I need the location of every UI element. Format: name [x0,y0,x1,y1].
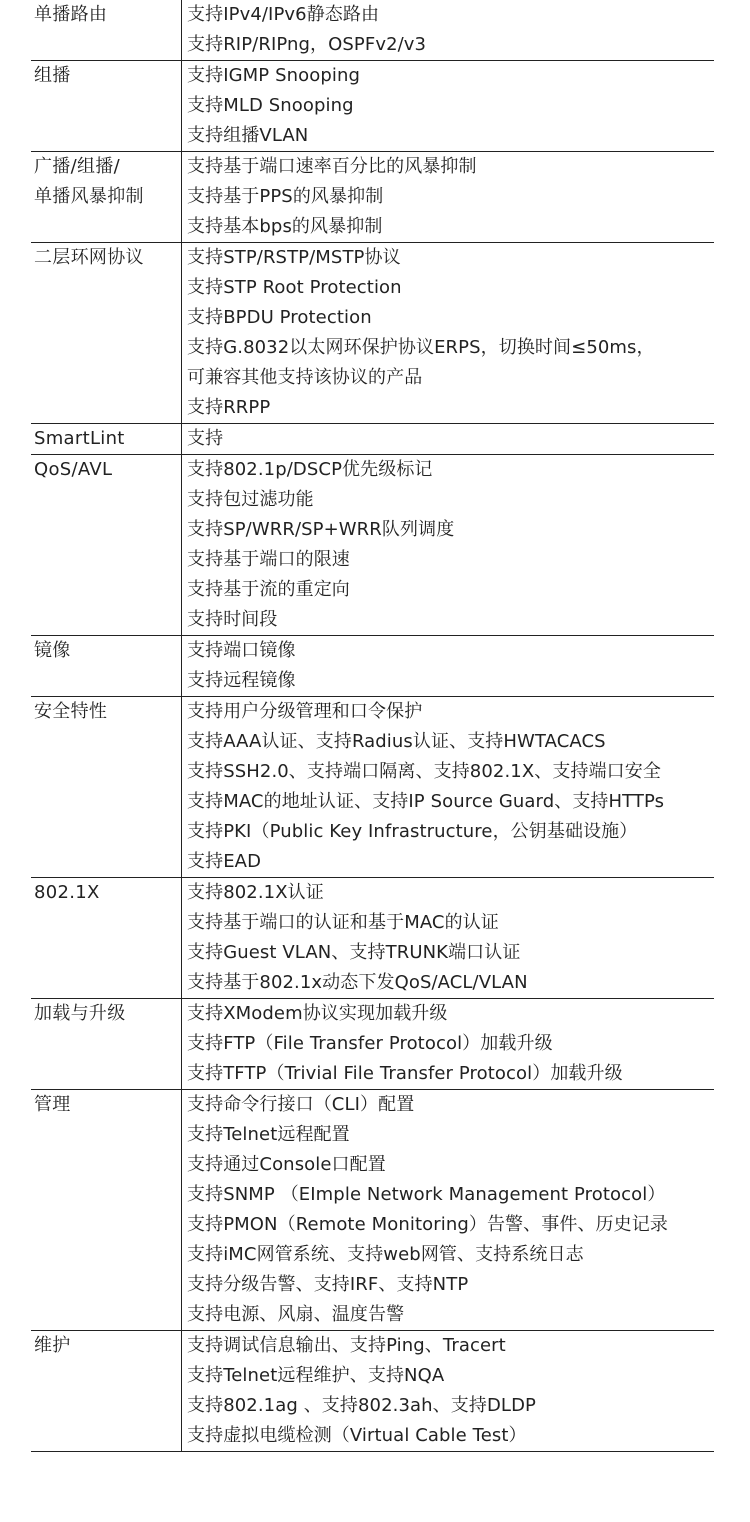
feature-list [182,152,714,242]
feature-item: 支持IPv4/IPv6静态路由 [187,4,380,25]
spec-category-label: 镜像 [34,640,71,661]
spec-category-label: 组播 [34,65,71,86]
feature-item: 支持通过Console口配置 [187,1154,386,1175]
spec-features-cell [182,61,715,152]
spec-row [31,61,714,152]
spec-features-cell [182,152,715,243]
spec-features-cell [182,636,715,697]
feature-item: 支持SNMP （EImple Network Management Protocol） [187,1184,666,1205]
feature-item: 支持PMON（Remote Monitoring）告警、事件、历史记录 [187,1214,668,1235]
feature-list [182,697,714,877]
spec-category-cell [31,455,182,636]
spec-row [31,243,714,424]
spec-category-cell [31,243,182,424]
feature-item: 支持命令行接口（CLI）配置 [187,1094,415,1115]
feature-item: 支持RIP/RIPng，OSPFv2/v3 [187,34,427,55]
spec-row [31,152,714,243]
feature-item: 支持端口镜像 [187,640,296,661]
feature-item: 支持Telnet远程维护、支持NQA [187,1365,445,1386]
feature-item: 支持时间段 [187,609,278,630]
feature-item: 支持基本bps的风暴抑制 [187,216,383,237]
feature-item: 可兼容其他支持该协议的产品 [187,367,423,388]
feature-list [182,636,714,696]
spec-category-label: 802.1X [34,882,100,903]
feature-item: 支持基于流的重定向 [187,579,350,600]
feature-item: 支持MAC的地址认证、支持IP Source Guard、支持HTTPs [187,791,665,812]
feature-list [182,1331,714,1451]
feature-item: 支持组播VLAN [187,125,309,146]
spec-category-cell [31,1331,182,1452]
feature-item: 支持电源、风扇、温度告警 [187,1304,405,1325]
feature-item: 支持BPDU Protection [187,307,372,328]
spec-row [31,878,714,999]
spec-row [31,1090,714,1331]
spec-row [31,455,714,636]
spec-category-cell [31,61,182,152]
feature-list [182,455,714,635]
feature-item: 支持包过滤功能 [187,489,314,510]
spec-category-cell [31,152,182,243]
feature-item: 支持802.1X认证 [187,882,324,903]
spec-category-label: 加载与升级 [34,1003,126,1024]
spec-features-cell [182,697,715,878]
feature-item: 支持基于802.1x动态下发QoS/ACL/VLAN [187,972,528,993]
feature-item: 支持Guest VLAN、支持TRUNK端口认证 [187,942,521,963]
feature-item: 支持STP Root Protection [187,277,402,298]
feature-item: 支持基于端口速率百分比的风暴抑制 [187,156,477,177]
feature-item: 支持Telnet远程配置 [187,1124,350,1145]
spec-category-cell [31,1090,182,1331]
feature-item: 支持XModem协议实现加载升级 [187,1003,448,1024]
feature-item: 支持基于端口的限速 [187,549,350,570]
spec-features-cell [182,424,715,455]
spec-features-cell [182,243,715,424]
spec-features-cell [182,1090,715,1331]
feature-item: 支持虚拟电缆检测（Virtual Cable Test） [187,1425,527,1446]
feature-item: 支持TFTP（Trivial File Transfer Protocol）加载升级 [187,1063,623,1084]
feature-list [182,0,714,60]
spec-row [31,697,714,878]
spec-row [31,0,714,61]
feature-item: 支持用户分级管理和口令保护 [187,701,423,722]
spec-table-body [31,0,714,1452]
feature-item: 支持RRPP [187,397,271,418]
feature-item: 支持EAD [187,851,262,872]
feature-item: 支持SP/WRR/SP+WRR队列调度 [187,519,455,540]
feature-list [182,878,714,998]
feature-item: 支持STP/RSTP/MSTP协议 [187,247,401,268]
feature-item: 支持调试信息输出、支持Ping、Tracert [187,1335,506,1356]
feature-item: 支持基于端口的认证和基于MAC的认证 [187,912,499,933]
spec-category-cell [31,878,182,999]
spec-row [31,424,714,455]
spec-category-cell [31,697,182,878]
feature-item: 支持G.8032以太网环保护协议ERPS，切换时间≤50ms， [187,337,655,358]
feature-item: 支持分级告警、支持IRF、支持NTP [187,1274,469,1295]
feature-list [182,1090,714,1330]
feature-item: 支持AAA认证、支持Radius认证、支持HWTACACS [187,731,606,752]
feature-item: 支持FTP（File Transfer Protocol）加载升级 [187,1033,553,1054]
feature-item: 支持MLD Snooping [187,95,354,116]
feature-list [182,243,714,423]
feature-item: 支持IGMP Snooping [187,65,360,86]
spec-category-label: QoS/AVL [34,459,113,480]
spec-category-cell [31,999,182,1090]
feature-list [182,999,714,1089]
feature-list [182,61,714,151]
spec-category-label: 安全特性 [34,701,108,722]
spec-features-cell [182,455,715,636]
spec-row [31,999,714,1090]
spec-features-cell [182,1331,715,1452]
feature-item: 支持802.1p/DSCP优先级标记 [187,459,433,480]
feature-list [182,424,714,454]
feature-item: 支持 [187,428,224,449]
spec-features-cell [182,999,715,1090]
spec-category-label: 管理 [34,1094,71,1115]
feature-item: 支持基于PPS的风暴抑制 [187,186,384,207]
spec-row [31,1331,714,1452]
spec-features-cell [182,878,715,999]
spec-features-cell [182,0,715,61]
feature-item: 支持SSH2.0、支持端口隔离、支持802.1X、支持端口安全 [187,761,661,782]
spec-row [31,636,714,697]
feature-item: 支持802.1ag 、支持802.3ah、支持DLDP [187,1395,536,1416]
spec-category-label: 广播/组播/ 单播风暴抑制 [34,156,144,207]
spec-category-cell [31,0,182,61]
spec-category-cell [31,424,182,455]
spec-category-label: 二层环网协议 [34,247,144,268]
spec-category-label: SmartLint [34,428,125,449]
spec-category-cell [31,636,182,697]
feature-item: 支持iMC网管系统、支持web网管、支持系统日志 [187,1244,584,1265]
spec-category-label: 单播路由 [34,4,108,25]
feature-item: 支持PKI（Public Key Infrastructure，公钥基础设施） [187,821,638,842]
spec-category-label: 维护 [34,1335,71,1356]
spec-table [31,0,714,1452]
feature-item: 支持远程镜像 [187,670,296,691]
